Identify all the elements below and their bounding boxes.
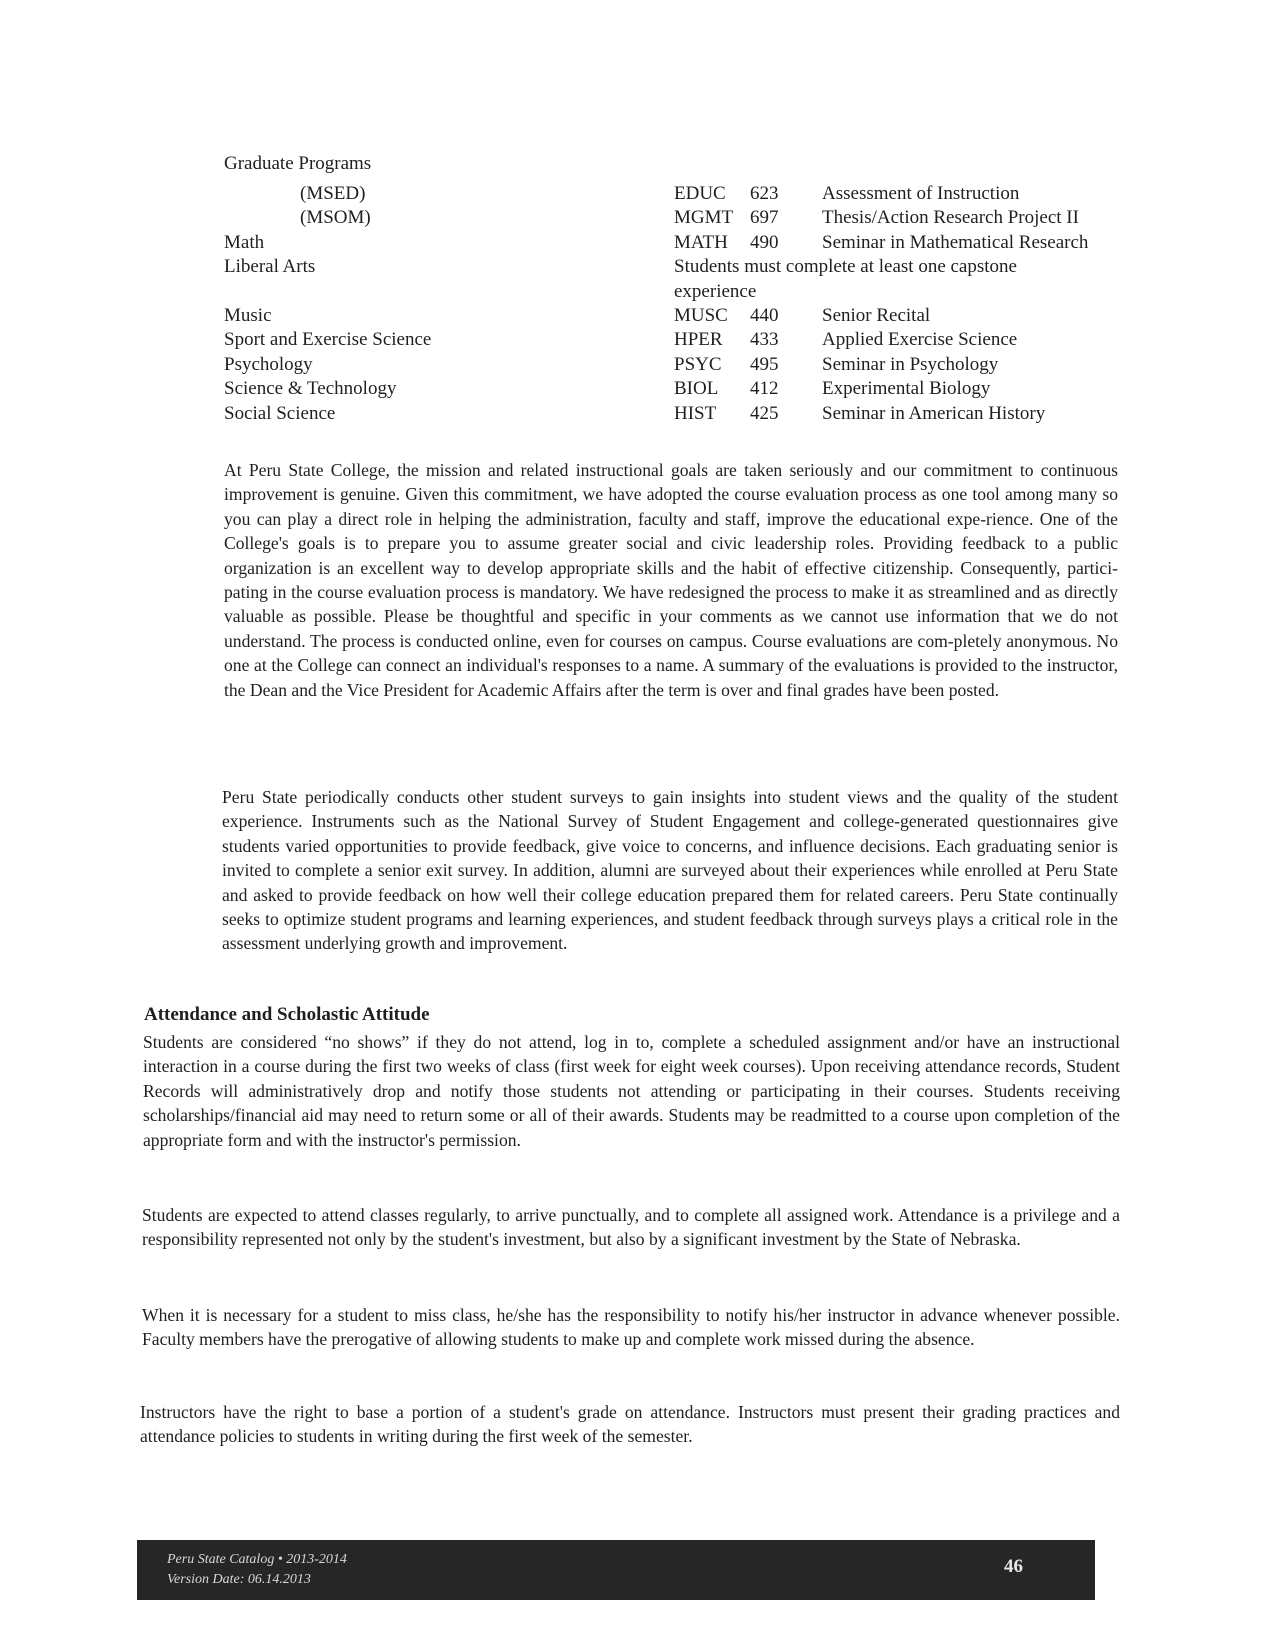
table-row [224,231,1124,255]
course-title: Assessment of Instruction [822,183,1020,204]
capstone-rows [224,182,1124,426]
program-name: Sport and Exercise Science [224,329,432,351]
course-number: 697 [750,207,779,229]
course-dept: MUSC [674,304,728,326]
course-title: Seminar in American History [822,402,1046,424]
table-row [224,402,1124,426]
course-number: 433 [750,329,779,351]
course-dept: PSYC [674,353,722,375]
course-number: 495 [750,353,779,375]
table-row [224,255,1124,304]
capstone-note: Students must complete at least one capstone experience [674,256,1017,302]
page-number: 46 [1004,1556,1023,1577]
program-name: Math [224,231,265,253]
course-number: 623 [750,183,779,204]
attendance-heading: Attendance and Scholastic Attitude [144,1004,430,1025]
grading-attendance-paragraph: Instructors have the right to base a portion of a student's grade on attendance. Instructors must present their grading practices and attendance policies to students in writing during the first week of the semester. [140,1402,1120,1447]
course-dept: MATH [674,231,728,253]
course-dept: BIOL [674,378,719,400]
course-title: Seminar in Mathematical Research [822,231,1089,253]
table-row [224,377,1124,401]
program-name: Social Science [224,402,336,424]
table-row [224,182,1124,206]
course-number: 440 [750,304,779,326]
course-evaluation-paragraph: At Peru State College, the mission and related instructional goals are taken seriously and our commitment to continuous improvement is genuine. Given this commitment, we have adopted the course evaluation process as one tool among many so you can play a direct role in helping the administration, faculty and staff, improve the educational expe-rience. One of the College's goals is to prepare you to assume greater social and civic leadership roles. Providing feedback to a public organization is an excellent way to develop appropriate skills and the habit of effective citizenship. Consequently, partici-pating in the course evaluation process is mandatory. We have redesigned the process to make it as streamlined and as directly valuable as possible. Please be thoughtful and specific in your comments as we cannot use information that we do not understand. The process is conducted online, even for courses on campus. Course evaluations are com-pletely anonymous. No one at the College can connect an individual's responses to a name. A summary of the evaluations is provided to the instructor, the Dean and the Vice President for Academic Affairs after the term is over and final grades have been posted. [224,460,1118,700]
course-dept: HIST [674,402,717,424]
student-surveys-paragraph: Peru State periodically conducts other student surveys to gain insights into student views and the quality of the student experience. Instruments such as the National Survey of Student Engagement and college-generated questionnaires give students varied opportunities to provide feedback, give voice to concerns, and influence decisions. Each graduating senior is invited to complete a senior exit survey. In addition, alumni are surveyed about their experiences while enrolled at Peru State and asked to provide feedback on how well their college education prepared them for related careers. Peru State continually seeks to optimize student programs and learning experiences, and student feedback through surveys plays a critical role in the assessment underlying growth and improvement. [222,787,1118,954]
table-row [224,353,1124,377]
table-row [224,328,1124,352]
course-title: Applied Exercise Science [822,329,1018,351]
attend-regularly-paragraph: Students are expected to attend classes regularly, to arrive punctually, and to complete all assigned work. Attendance is a privilege and a responsibility represented not only by the student's investment, but also by a significant investment by the State of Nebraska. [142,1205,1120,1250]
program-name: Psychology [224,353,313,375]
course-number: 490 [750,231,779,253]
table-row [224,304,1124,328]
footer-catalog-title: Peru State Catalog • 2013-2014 [167,1552,347,1567]
course-title: Senior Recital [822,304,931,326]
course-title: Thesis/Action Research Project II [822,207,1079,229]
course-number: 412 [750,378,779,400]
program-name: Science & Technology [224,378,397,400]
course-dept: EDUC [674,183,726,204]
course-dept: HPER [674,329,723,351]
program-name: Music [224,304,272,326]
course-dept: MGMT [674,207,734,229]
footer-catalog-info [167,1550,347,1590]
table-row [224,206,1124,230]
page-footer [137,1540,1095,1600]
missed-class-paragraph: When it is necessary for a student to miss class, he/she has the responsibility to notify his/her instructor in advance whenever possible. Faculty members have the prerogative of allowing students to make up and complete work missed during the absence. [142,1305,1120,1350]
program-name: (MSED) [300,183,366,204]
no-shows-paragraph: Students are considered “no shows” if they do not attend, log in to, complete a scheduled assignment and/or have an instructional interaction in a course during the first two weeks of class (first week for eight week courses). Upon receiving attendance records, Student Records will administratively drop and notify those students not attending or participating in their courses. Students receiving scholarships/financial aid may need to return some or all of their awards. Students may be readmitted to a course upon completion of the appropriate form and with the instructor's permission. [143,1032,1120,1150]
course-title: Experimental Biology [822,378,991,400]
capstone-heading: Graduate Programs [224,153,372,174]
course-title: Seminar in Psychology [822,353,999,375]
program-name: Liberal Arts [224,256,316,278]
course-number: 425 [750,402,779,424]
program-name: (MSOM) [300,207,371,229]
footer-version-date: Version Date: 06.14.2013 [167,1572,311,1587]
